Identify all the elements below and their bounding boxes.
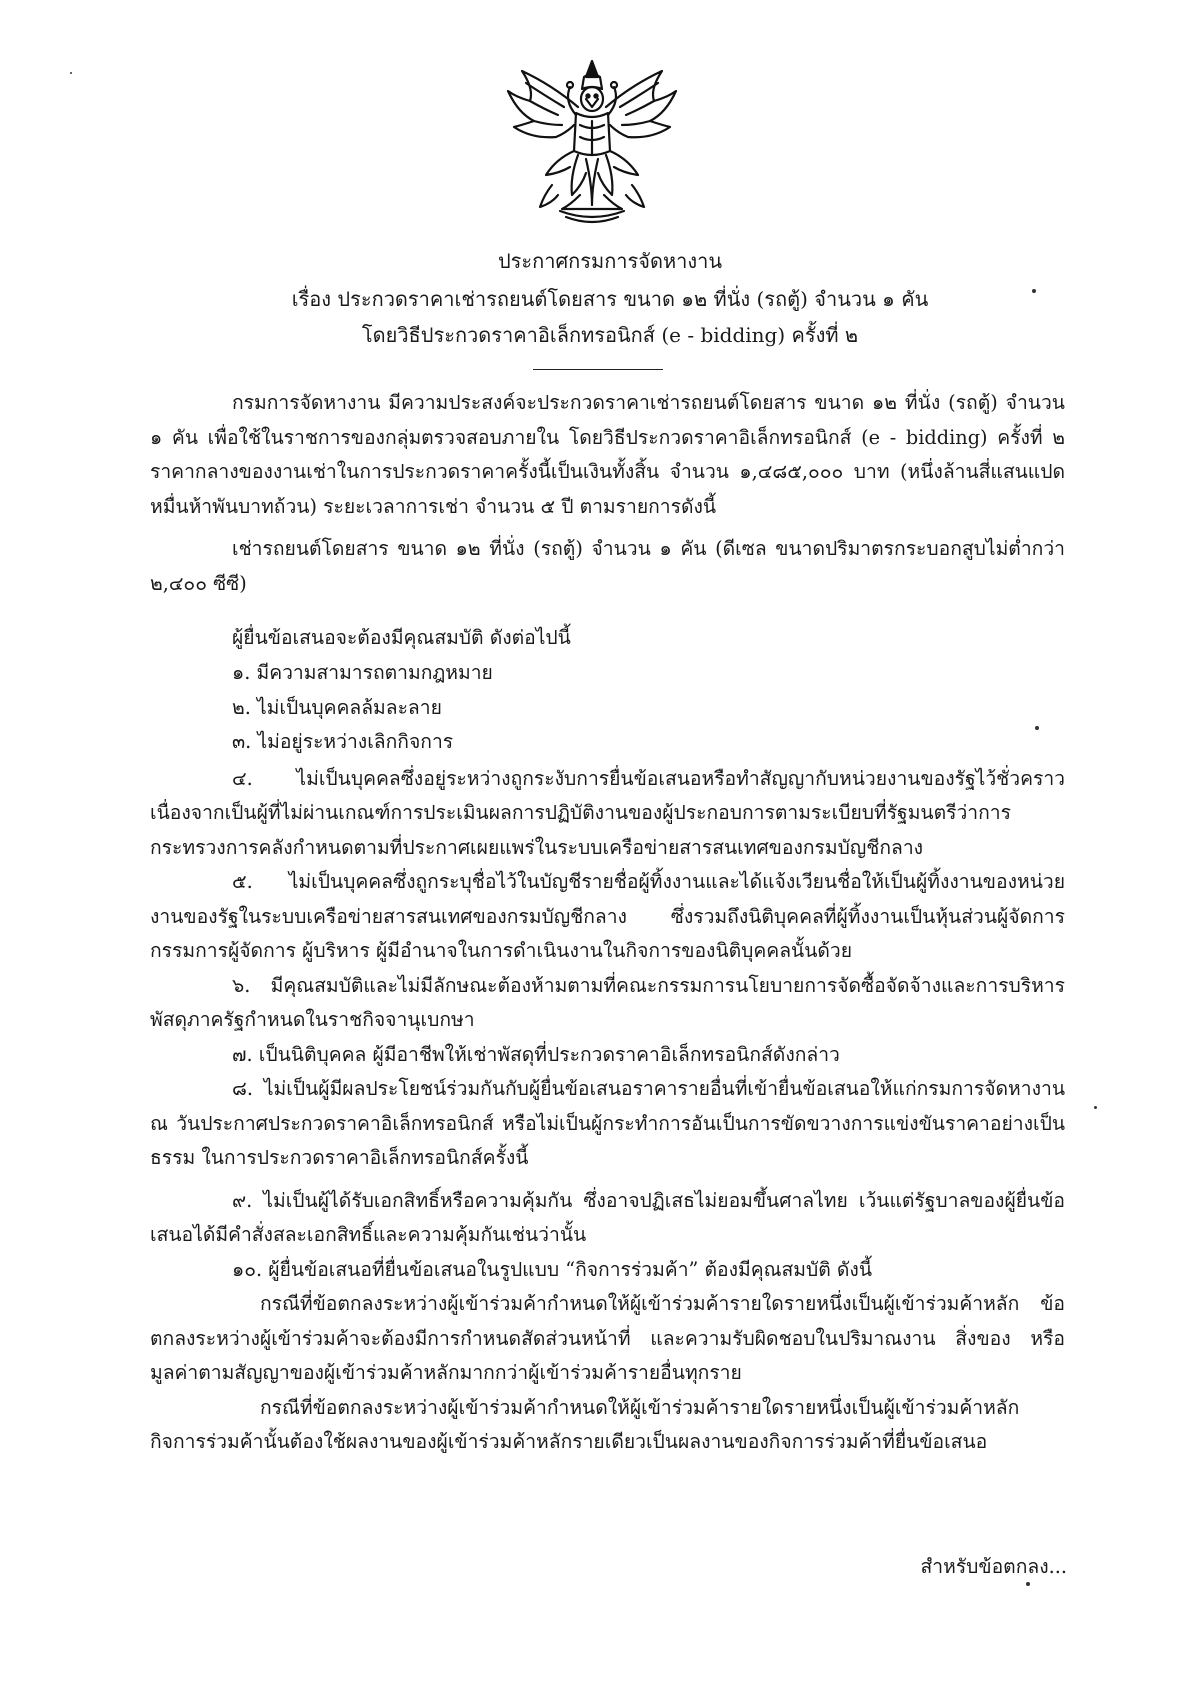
qualifications-list	[150, 656, 1065, 1460]
car-item-paragraph	[150, 532, 1065, 601]
announcement-issuer: ประกาศกรมการจัดหางาน	[497, 249, 723, 273]
list-item: ๑๐. ผู้ยื่นข้อเสนอที่ยื่นข้อเสนอในรูปแบบ “กิจการร่วมค้า” ต้องมีคุณสมบัติ ดังนี้	[232, 1257, 873, 1281]
qualifications-title: ผู้ยื่นข้อเสนอจะต้องมีคุณสมบัติ ดังต่อไปนี้	[232, 626, 571, 649]
intro-text: กรมการจัดหางาน มีความประสงค์จะประกวดราคาเช่ารถยนต์โดยสาร ขนาด ๑๒ ที่นั่ง (รถตู้) จำนวน ๑ คัน เพื่อใช้ในราชการของกลุ่มตรวจสอบภายใน โดยวิธีประกวดราคาอิเล็กทรอนิกส์ (e - bidding) ครั้งที่ ๒ ราคากลางของงานเช่าในการประกวดราคาครั้งนี้เป็นเงินทั้งสิ้น จำนวน ๑,๔๘๕,๐๐๐ บาท (หนึ่งล้านสี่แสนแปดหมื่นห้าพันบาทถ้วน) ระยะเวลาการเช่า จำนวน ๕ ปี ตามรายการดังนี้	[150, 391, 1065, 518]
scan-speck	[1026, 1582, 1030, 1586]
list-item: ๒. ไม่เป็นบุคคลล้มละลาย	[232, 695, 442, 719]
list-item: ๙. ไม่เป็นผู้ได้รับเอกสิทธิ์หรือความคุ้มกัน ซึ่งอาจปฏิเสธไม่ยอมขึ้นศาลไทย เว้นแต่รัฐบาลของผู้ยื่นข้อเสนอได้มีคำสั่งสละเอกสิทธิ์และความคุ้มกันเช่นว่านั้น	[150, 1188, 1065, 1246]
car-item-text: เช่ารถยนต์โดยสาร ขนาด ๑๒ ที่นั่ง (รถตู้) จำนวน ๑ คัน (ดีเซล ขนาดปริมาตรกระบอกสูบไม่ต่ำกว่า ๒,๔๐๐ ซีซี)	[150, 537, 1065, 595]
scan-speck	[1035, 726, 1039, 730]
scan-speck	[1094, 1106, 1097, 1109]
garuda-emblem-icon	[500, 55, 685, 230]
list-sub-item: กรณีที่ข้อตกลงระหว่างผู้เข้าร่วมค้ากำหนดให้ผู้เข้าร่วมค้ารายใดรายหนึ่งเป็นผู้เข้าร่วมค้าหลัก กิจการร่วมค้านั้นต้องใช้ผลงานของผู้เข้าร่วมค้าหลักรายเดียวเป็นผลงานของกิจการร่วมค้าที่ยื่นข้อเสนอ	[150, 1395, 1020, 1453]
list-item: ๑. มีความสามารถตามกฎหมาย	[232, 661, 493, 684]
list-item: ๖. มีคุณสมบัติและไม่มีลักษณะต้องห้ามตามที่คณะกรรมการนโยบายการจัดซื้อจัดจ้างและการบริหารพัสดุภาครัฐกำหนดในราชกิจจานุเบกษา	[150, 973, 1065, 1031]
announcement-subject: เรื่อง ประกวดราคาเช่ารถยนต์โดยสาร ขนาด ๑๒ ที่นั่ง (รถตู้) จำนวน ๑ คัน	[291, 287, 929, 311]
announcement-method: โดยวิธีประกวดราคาอิเล็กทรอนิกส์ (e - bidding) ครั้งที่ ๒	[361, 323, 859, 347]
list-item: ๘. ไม่เป็นผู้มีผลประโยชน์ร่วมกันกับผู้ยื่นข้อเสนอราคารายอื่นที่เข้ายื่นข้อเสนอให้แก่กรมการจัดหางาน ณ วันประกาศประกวดราคาอิเล็กทรอนิกส์ หรือไม่เป็นผู้กระทำการอันเป็นการขัดขวางการแข่งขันราคาอย่างเป็นธรรม ในการประกวดราคาอิเล็กทรอนิกส์ครั้งนี้	[150, 1077, 1065, 1169]
intro-paragraph	[150, 386, 1065, 524]
list-item: ๓. ไม่อยู่ระหว่างเลิกกิจการ	[232, 730, 454, 753]
list-item: ๕. ไม่เป็นบุคคลซึ่งถูกระบุชื่อไว้ในบัญชีรายชื่อผู้ทิ้งงานและได้แจ้งเวียนชื่อให้เป็นผู้ทิ้งงานของหน่วยงานของรัฐในระบบเครือข่ายสารสนเทศของกรมบัญชีกลาง ซึ่งรวมถึงนิติบุคคลที่ผู้ทิ้งงานเป็นหุ้นส่วนผู้จัดการ กรรมการผู้จัดการ ผู้บริหาร ผู้มีอำนาจในการดำเนินงานในกิจการของนิติบุคคลนั้นด้วย	[150, 870, 1065, 962]
list-sub-item: กรณีที่ข้อตกลงระหว่างผู้เข้าร่วมค้ากำหนดให้ผู้เข้าร่วมค้ารายใดรายหนึ่งเป็นผู้เข้าร่วมค้าหลัก ข้อตกลงระหว่างผู้เข้าร่วมค้าจะต้องมีการกำหนดสัดส่วนหน้าที่ และความรับผิดชอบในปริมาณงาน สิ่งของ หรือมูลค่าตามสัญญาของผู้เข้าร่วมค้าหลักมากกว่าผู้เข้าร่วมค้ารายอื่นทุกราย	[150, 1292, 1065, 1384]
continuation-note: สำหรับข้อตกลง...	[920, 1555, 1067, 1578]
list-item: ๔. ไม่เป็นบุคคลซึ่งอยู่ระหว่างถูกระงับการยื่นข้อเสนอหรือทำสัญญากับหน่วยงานของรัฐไว้ชั่วคราว เนื่องจากเป็นผู้ที่ไม่ผ่านเกณฑ์การประเมินผลการปฏิบัติงานของผู้ประกอบการตามระเบียบที่รัฐมนตรีว่าการกระทรวงการคลังกำหนดตามที่ประกาศเผยแพร่ในระบบเครือข่ายสารสนเทศของกรมบัญชีกลาง	[150, 766, 1065, 859]
scan-speck	[1032, 289, 1036, 293]
heading-divider	[533, 369, 663, 370]
list-item: ๗. เป็นนิติบุคคล ผู้มีอาชีพให้เช่าพัสดุที่ประกวดราคาอิเล็กทรอนิกส์ดังกล่าว	[232, 1042, 840, 1066]
scan-speck	[70, 72, 72, 74]
